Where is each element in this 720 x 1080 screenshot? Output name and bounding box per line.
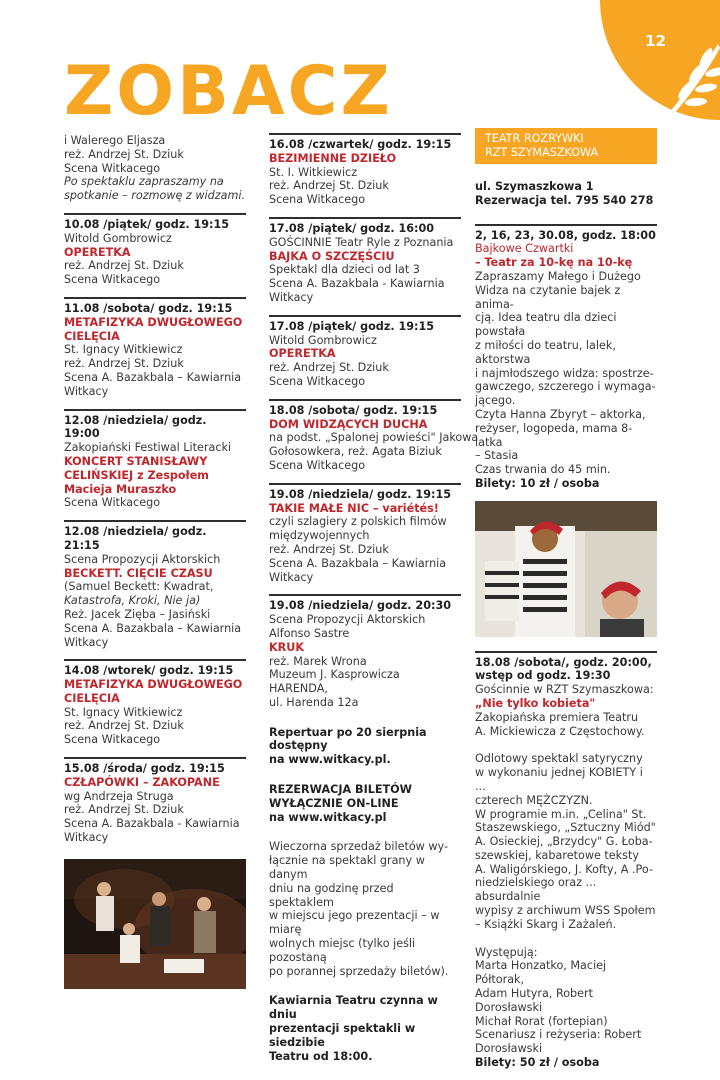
text-line: łącznie na spektakl grany w danym [269,854,425,882]
event-title: TAKIE MAŁE NIC – variétés! [269,501,439,515]
text-line: Scena Witkacego [269,458,366,472]
text-line: – Stasia [475,449,519,463]
column-3 [475,128,657,1080]
event-date: 18.08 /sobota/, godz. 20:00, [475,655,652,669]
text-line: na podst. „Spalonej powieści" Jakowa [269,431,479,445]
text-line: reż. Andrzej St. Dziuk [269,361,389,375]
text-line: Marta Honzatko, Maciej Półtorak, [475,959,607,987]
text-line: w wykonaniu jednej KOBIETY i ... [475,766,643,793]
event-title: CELIŃSKIEJ z Zespołem [64,468,209,482]
event-entry [269,133,461,207]
repertoire-note [269,726,461,767]
text-line: Scena Witkacego [64,733,161,747]
event-date: 2, 16, 23, 30.08, godz. 18:00 [475,228,656,242]
event-title: „Nie tylko kobieta" [475,696,596,710]
text-line: reż. Andrzej St. Dziuk [64,357,184,371]
text-line: Kawiarnia Teatru czynna w dniu [269,994,438,1022]
text-line: Scena Witkacego [64,161,161,175]
event-date: 15.08 /środa/ godz. 19:15 [64,762,225,776]
text-line: cją. Idea teatru dla dzieci powstała [475,311,617,339]
text-line: Scena Propozycji Aktorskich [269,613,426,627]
website-link[interactable]: na www.witkacy.pl [269,810,387,824]
text-line: St. Ignacy Witkiewicz [64,343,183,357]
event-date: 18.08 /sobota/ godz. 19:15 [269,403,438,417]
text-line: prezentacji spektakli w siedzibie [269,1022,416,1049]
text-line: Scena A. Bazakbala - Kawiarnia [64,817,240,831]
text-line: Dorosławski [475,1042,543,1056]
event-entry [64,520,246,649]
text-line: Scena Propozycji Aktorskich [64,552,221,566]
reservation-note [269,783,461,824]
text-line: Czas trwania do 45 min. [475,463,611,477]
text-line: Witold Gombrowicz [64,231,172,245]
text-line: międzywojennych [269,529,370,543]
text-line: Witkacy [64,384,109,398]
event-title: – Teatr za 10-kę na 10-kę [475,256,633,270]
event-title: OPERETKA [269,347,336,361]
event-title: BECKETT. CIĘCIE CZASU [64,566,213,580]
text-line: szewskiej, kabaretowe teksty [475,848,639,862]
text-line: czyli szlagiery z polskich filmów [269,515,447,529]
theatre-address [475,180,657,208]
event-entry [269,399,479,473]
text-line: Scena Witkacego [269,193,366,207]
text-line: Widza na czytanie bajek z anima- [475,283,621,311]
text-line: Scena Witkacego [269,374,366,388]
text-line: jącego. [475,394,516,408]
text-line: reż. Andrzej St. Dziuk [64,719,184,733]
text-line: Po spektaklu zapraszamy na [64,175,224,189]
text-line: Teatru od 18:00. [269,1049,373,1063]
event-entry [269,483,461,585]
text-line: Scenariusz i reżyseria: Robert [475,1028,642,1042]
text-line: Zapraszamy Małego i Dużego [475,269,641,283]
event-title: Macieja Muraszko [64,482,177,496]
text-line: wypisy z archiwum WSS Społem [475,904,656,918]
text-line: Wieczorna sprzedaż biletów wy- [269,840,448,854]
event-date: 10.08 /piątek/ godz. 19:15 [64,217,230,231]
event-title: CIELĘCIA [64,329,120,343]
event-date: 17.08 /piątek/ godz. 16:00 [269,221,435,235]
text-line: Witkacy [64,831,109,845]
text-line: wolnych miejsc (tylko jeśli pozostaną [269,937,416,964]
text-line: Scena Witkacego [64,273,161,287]
event-entry [269,594,461,709]
text-line: RZT SZYMASZKOWA [485,146,599,159]
event-entry [64,757,246,845]
text-line: reż. Andrzej St. Dziuk [64,259,184,273]
website-link[interactable]: na www.witkacy.pl. [269,753,391,767]
text-line: w miejscu jego prezentacji – w miarę [269,909,440,937]
text-line: spotkanie – rozmowę z widzami. [64,189,246,203]
text-line: (Samuel Beckett: Kwadrat, [64,580,214,594]
text-line: Odlotowy spektakl satyryczny [475,752,643,766]
event-date: 16.08 /czwartek/ godz. 19:15 [269,138,452,151]
phone-number: Rezerwacja tel. 795 540 278 [475,193,654,207]
event-title: CZŁAPÓWKI – ZAKOPANE [64,775,220,789]
page-number: 12 [645,32,666,50]
event-date: 12.08 /niedziela/ godz. 21:15 [64,525,207,552]
text-line: Staszewskiego, „Sztuczny Miód" [475,821,656,835]
event-date: 11.08 /sobota/ godz. 19:15 [64,301,233,315]
text-line: Katastrofa, Kroki, Nie ja) [64,594,201,608]
wheat-icon [658,36,720,118]
event-title: METAFIZYKA DWUGŁOWEGO [64,678,243,692]
text-line: Witkacy [64,635,109,649]
event-date: 17.08 /piątek/ godz. 19:15 [269,319,435,333]
text-line: Scena A. Bazakbala - Kawiarnia [269,277,445,291]
text-line: gawczego, szczerego i wymaga- [475,380,656,394]
text-line: z miłości do teatru, lalek, aktorstwa [475,338,616,366]
event-date: 19.08 /niedziela/ godz. 19:15 [269,487,452,501]
text-line: wg Andrzeja Struga [64,789,174,803]
intro-entry [64,134,246,203]
text-line: Witkacy [269,290,314,304]
text-line: REZERWACJA BILETÓW [269,783,412,797]
text-line: WYŁĄCZNIE ON-LINE [269,796,399,810]
text-line: Zakopiański Festiwal Literacki [64,441,232,455]
cafe-note [269,994,461,1063]
text-line: Zakopiańska premiera Teatru [475,710,639,724]
text-line: GOŚCINNIE Teatr Ryle z Poznania [269,235,454,249]
text-line: ul. Szymaszkowa 1 [475,180,594,193]
text-line: Scena A. Bazakbala – Kawiarnia [269,556,447,570]
text-line: Repertuar po 20 sierpnia dostępny [269,725,427,753]
text-line: reż. Andrzej St. Dziuk [269,542,389,556]
event-entry [64,213,246,287]
text-line: Michał Rorat (fortepian) [475,1014,608,1028]
text-line: A. Mickiewicza z Częstochowy. [475,724,645,738]
page-title: ZOBACZ [64,52,393,131]
text-line: Czyta Hanna Zbyryt – aktorka, [475,407,646,421]
text-line: – Książki Skarg i Zażaleń. [475,917,617,931]
text-line: reżyser, logopeda, mama 8-latka [475,421,633,449]
text-line: i najmłodszego widza: spostrze- [475,366,654,380]
event-date: 12.08 /niedziela/ godz. 19:00 [64,413,207,441]
text-line: TEATR ROZRYWKI [485,132,584,145]
text-line: ul. Harenda 12a [269,695,359,709]
text-line: A. Waligórskiego, J. Kofty, A .Po- [475,862,653,876]
event-date: 14.08 /wtorek/ godz. 19:15 [64,664,234,678]
text-line: Scena A. Bazakbala – Kawiarnia [64,370,242,384]
text-line: czterech MĘŻCZYZN. [475,793,593,807]
event-title: OPERETKA [64,245,131,259]
event-title: DOM WIDZĄCYCH DUCHA [269,417,428,431]
event-date: 19.08 /niedziela/ godz. 20:30 [269,599,452,613]
event-title: METAFIZYKA DWUGŁOWEGO [64,315,243,329]
text-line: reż. Andrzej St. Dziuk [269,179,389,193]
event-entry [64,659,246,747]
text-line: Scena Witkacego [64,496,161,510]
text-line: Scena A. Bazakbala – Kawiarnia [64,621,242,635]
column-2 [269,133,479,1075]
event-title: KONCERT STANISŁAWY [64,454,208,468]
ticket-price: Bilety: 50 zł / osoba [475,1056,600,1070]
text-line: A. Osieckiej, „Brzydcy" G. Łoba- [475,835,653,849]
event-title: BEZIMIENNE DZIEŁO [269,151,397,165]
event-title: BAJKA O SZCZĘŚCIU [269,249,395,263]
text-line: po porannej sprzedaży biletów). [269,964,449,978]
text-line: reż. Andrzej St. Dziuk [64,147,184,161]
event-title: KRUK [269,640,305,654]
evening-sale-note [269,840,461,978]
text-line: Witold Gombrowicz [269,333,377,347]
event-entry [64,297,246,399]
event-entry [269,217,461,305]
text-line: Gołosowkera, reż. Agata Biziuk [269,445,442,459]
text-line: W programie m.in. „Celina" St. [475,807,647,821]
text-line: reż. Marek Wrona [269,654,367,668]
text-line: Witkacy [269,570,314,584]
ticket-price: Bilety: 10 zł / osoba [475,476,600,490]
column-1 [64,134,246,993]
text-line: i Walerego Eljasza [64,134,166,147]
theatre-header [475,128,657,164]
text-line: reż. Andrzej St. Dziuk [64,803,184,817]
text-line: Alfonso Sastre [269,626,350,640]
event-title: CIELĘCIA [64,691,120,705]
event-entry [64,409,246,511]
event-entry [475,651,657,1070]
text-line: Występują: [475,945,538,959]
text-line: dniu na godzinę przed spektaklem [269,881,394,909]
text-line: St. I. Witkiewicz [269,165,358,179]
event-entry [269,315,461,389]
event-title: Bajkowe Czwartki [475,242,574,256]
puppet-photo [475,501,657,637]
text-line: Spektakl dla dzieci od lat 3 [269,263,420,277]
event-date: wstęp od godz. 19:30 [475,669,611,683]
event-entry [475,224,657,491]
text-line: Reż. Jacek Zięba – Jasiński [64,607,211,621]
text-line: niedzielskiego oraz ... absurdalnie [475,876,597,904]
text-line: Muzeum J. Kasprowicza HARENDA, [269,668,400,696]
text-line: Adam Hutyra, Robert Dorosławski [475,987,594,1014]
stage-photo [64,859,246,989]
text-line: St. Ignacy Witkiewicz [64,705,183,719]
text-line: Gościnnie w RZT Szymaszkowa: [475,683,654,697]
